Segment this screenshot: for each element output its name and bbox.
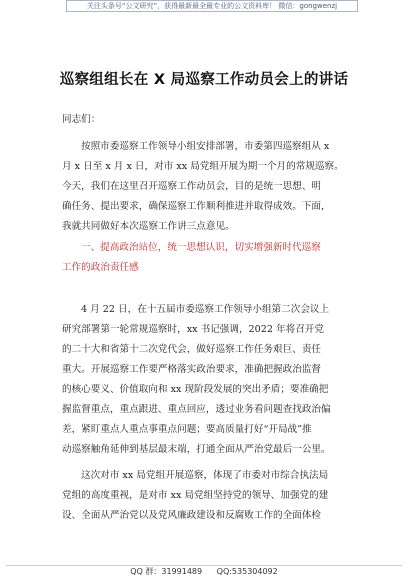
paragraph-3 bbox=[62, 466, 349, 526]
paragraph-line: 这次对市 xx 局党组开展巡察，体现了市委对市综合执法局 bbox=[81, 470, 329, 481]
top-banner: 关注头条号“公文研究”，获得最新最全最专业的公文资料库！ 微信：gongwenzj bbox=[66, 0, 358, 12]
heading-line: 一、提高政治站位，统一思想认识，切实增强新时代巡察 bbox=[81, 242, 321, 253]
greeting-text: 同志们： bbox=[62, 114, 101, 125]
section-heading-1 bbox=[62, 238, 349, 278]
paragraph-line: 按照市委巡察工作领导小组安排部署，市委第四巡察组从 x bbox=[81, 141, 330, 152]
paragraph-line: 研究部署第一轮常规巡察时，xx 书记强调，2022 年将召开党 bbox=[62, 324, 324, 335]
paragraph-line: 差，紧盯重点人重点事重点问题；要高质量打好“开局战”推 bbox=[62, 424, 312, 435]
paragraph-line: 动巡察触角延伸到基层最末端，打通全面从严治党最后一公里。 bbox=[62, 444, 331, 455]
paragraph-line: 党组的高度重视，是对市 xx 局党组坚持党的领导、加强党的建 bbox=[62, 490, 329, 501]
paragraph-line: 的二十大和省第十二次党代会，做好巡察工作任务艰巨、责任 bbox=[62, 344, 322, 355]
paragraph-line: 的核心要义、价值取向和 xx 现阶段发展的突出矛盾；要准确把 bbox=[62, 384, 329, 395]
paragraph-line: 月 x 日至 x 月 x 日，对市 xx 局党组开展为期一个月的常规巡察。 bbox=[62, 161, 344, 172]
document-title: 巡察组组长在 X 局巡察工作动员会上的讲话 bbox=[59, 72, 349, 88]
paragraph-2 bbox=[62, 300, 349, 460]
footer-qq: QQ:535304092 bbox=[216, 567, 278, 576]
footer-qq-group: QQ 群：31991489 bbox=[130, 567, 203, 576]
paragraph-line: 4 月 22 日，在十五届市委巡察工作领导小组第二次会议上 bbox=[81, 304, 330, 315]
paragraph-line: 重大。开展巡察工作要严格落实政治要求，准确把握政治监督 bbox=[62, 364, 322, 375]
paragraph-line: 握监督重点，重点跟进、重点回应，透过业务看问题查找政治偏 bbox=[62, 404, 331, 415]
footer bbox=[0, 566, 408, 577]
paragraph-line: 确任务、提出要求，确保巡察工作顺利推进并取得成效。下面， bbox=[62, 201, 331, 212]
heading-line: 工作的政治责任感 bbox=[62, 262, 139, 273]
paragraph-1 bbox=[62, 137, 349, 237]
paragraph-line: 设、全面从严治党以及党风廉政建设和反腐败工作的全面体检 bbox=[62, 510, 322, 521]
paragraph-line: 今天，我们在这里召开巡察工作动员会，目的是统一思想、明 bbox=[62, 181, 322, 192]
greeting bbox=[62, 110, 349, 130]
paragraph-line: 我就共同做好本次巡察工作讲三点意见。 bbox=[62, 221, 235, 232]
